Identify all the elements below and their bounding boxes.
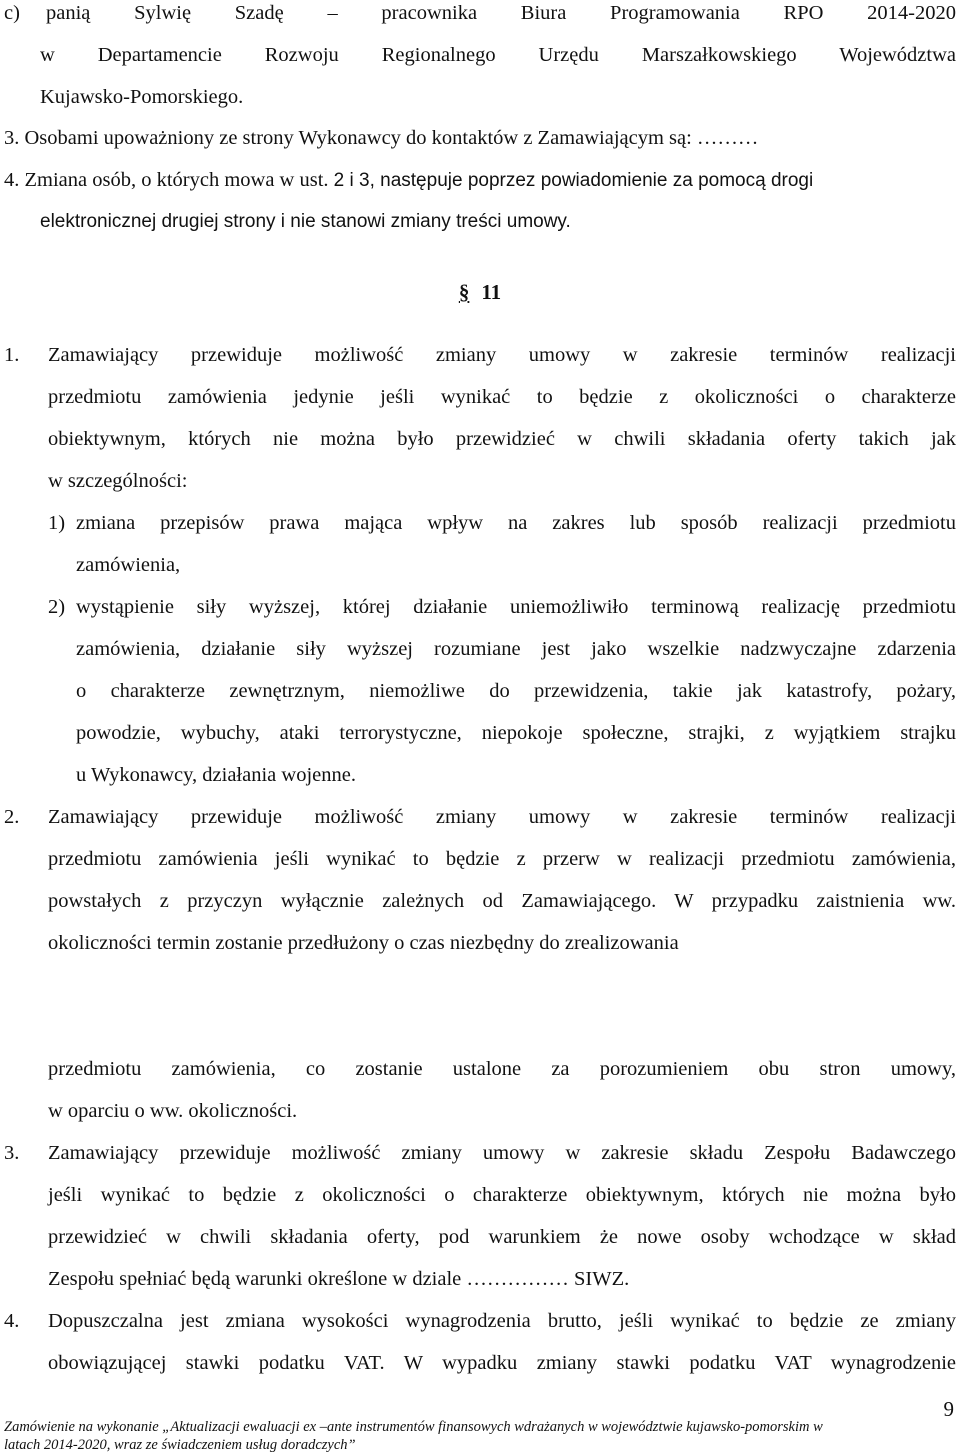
item-c-line-1: panią Sylwię Szadę – pracownika Biura Programowania RPO 2014-2020 [46, 2, 956, 24]
subpoint-1-number: 1) [48, 512, 66, 534]
subpoint-2-line-2: zamówienia, działanie siły wyższej rozumiane jest jako wszelkie nadzwyczajne zdarzenia [76, 638, 956, 660]
paragraph-2-line-6: w oparciu o ww. okoliczności. [48, 1100, 298, 1122]
change-persons-paragraph-line-2: elektronicznej drugiej strony i nie stanowi zmiany treści umowy. [40, 211, 571, 232]
subpoint-2-line-1: wystąpienie siły wyższej, której działanie uniemożliwiło terminową realizację przedmiotu [76, 596, 956, 618]
item-c-line-3: Kujawsko-Pomorskiego. [40, 86, 244, 108]
subpoint-2-line-5: u Wykonawcy, działania wojenne. [76, 764, 356, 786]
paragraph-3-line-4: Zespołu spełniać będą warunki określone w dziale …………… SIWZ. [48, 1268, 630, 1290]
paragraph-1-number: 1. [4, 344, 20, 366]
paragraph-2-line-2: przedmiotu zamówienia jeśli wynikać to będzie z przerw w realizacji przedmiotu zamówienia, [48, 848, 956, 870]
change-persons-rest: 2 i 3, następuje poprzez powiadomienie za pomocą drogi [333, 170, 814, 191]
paragraph-4-line-2: obowiązującej stawki podatku VAT. W wypadku zmiany stawki podatku VAT wynagrodzenie [48, 1352, 956, 1374]
paragraph-4-line-1: Dopuszczalna jest zmiana wysokości wynagrodzenia brutto, jeśli wynikać to będzie ze zmiany [48, 1310, 956, 1332]
paragraph-3-number: 3. [4, 1142, 20, 1164]
subpoint-2-number: 2) [48, 596, 66, 618]
contact-persons-paragraph: 3. Osobami upoważniony ze strony Wykonawcy do kontaktów z Zamawiającym są: ……… [4, 127, 759, 149]
section-number: 11 [481, 280, 502, 304]
subpoint-2-line-4: powodzie, wybuchy, ataki terrorystyczne, niepokoje społeczne, strajki, z wyjątkiem strajku [76, 722, 956, 744]
paragraph-1-line-2: przedmiotu zamówienia jedynie jeśli wynikać to będzie z okoliczności o charakterze [48, 386, 956, 408]
subpoint-1-line-1: zmiana przepisów prawa mająca wpływ na zakres lub sposób realizacji przedmiotu [76, 512, 956, 534]
paragraph-1-line-4: w szczególności: [48, 470, 188, 492]
paragraph-2-number: 2. [4, 806, 20, 828]
paragraph-2-line-5: przedmiotu zamówienia, co zostanie ustalone za porozumieniem obu stron umowy, [48, 1058, 956, 1080]
section-symbol: § [458, 280, 470, 304]
paragraph-2-line-4: okoliczności termin zostanie przedłużony o czas niezbędny do zrealizowania [48, 932, 679, 954]
change-persons-lead: 4. Zmiana osób, o których mowa w ust. [4, 169, 329, 191]
paragraph-2-line-3: powstałych z przyczyn wyłącznie zależnych od Zamawiającego. W przypadku zaistnienia ww. [48, 890, 956, 912]
paragraph-3-line-2: jeśli wynikać to będzie z okoliczności o charakterze obiektywnym, których nie można było [48, 1184, 956, 1206]
section-heading [0, 279, 960, 305]
paragraph-4-number: 4. [4, 1310, 20, 1332]
footer-line-2: latach 2014-2020, wraz ze świadczeniem usług doradczych” [4, 1437, 356, 1453]
change-persons-paragraph-line-1 [4, 167, 956, 194]
subpoint-1-line-2: zamówienia, [76, 554, 181, 576]
subpoint-2-line-3: o charakterze zewnętrznym, niemożliwe do przewidzenia, takie jak katastrofy, pożary, [76, 680, 956, 702]
item-c-label: c) [4, 2, 20, 24]
paragraph-1-line-1: Zamawiający przewiduje możliwość zmiany umowy w zakresie terminów realizacji [48, 344, 956, 366]
paragraph-3-line-3: przewidzieć w chwili składania oferty, pod warunkiem że nowe osoby wchodzące w skład [48, 1226, 956, 1248]
item-c-line-2: w Departamencie Rozwoju Regionalnego Urzędu Marszałkowskiego Województwa [40, 44, 956, 66]
paragraph-1-line-3: obiektywnym, których nie można było przewidzieć w chwili składania oferty takich jak [48, 428, 956, 450]
footer-line-1: Zamówienie na wykonanie „Aktualizacji ewaluacji ex –ante instrumentów finansowych wdrażanych w województwie kujawsko-pomorskim w [4, 1419, 823, 1435]
page-number: 9 [943, 1397, 954, 1421]
paragraph-3-line-1: Zamawiający przewiduje możliwość zmiany umowy w zakresie składu Zespołu Badawczego [48, 1142, 956, 1164]
paragraph-2-line-1: Zamawiający przewiduje możliwość zmiany umowy w zakresie terminów realizacji [48, 806, 956, 828]
